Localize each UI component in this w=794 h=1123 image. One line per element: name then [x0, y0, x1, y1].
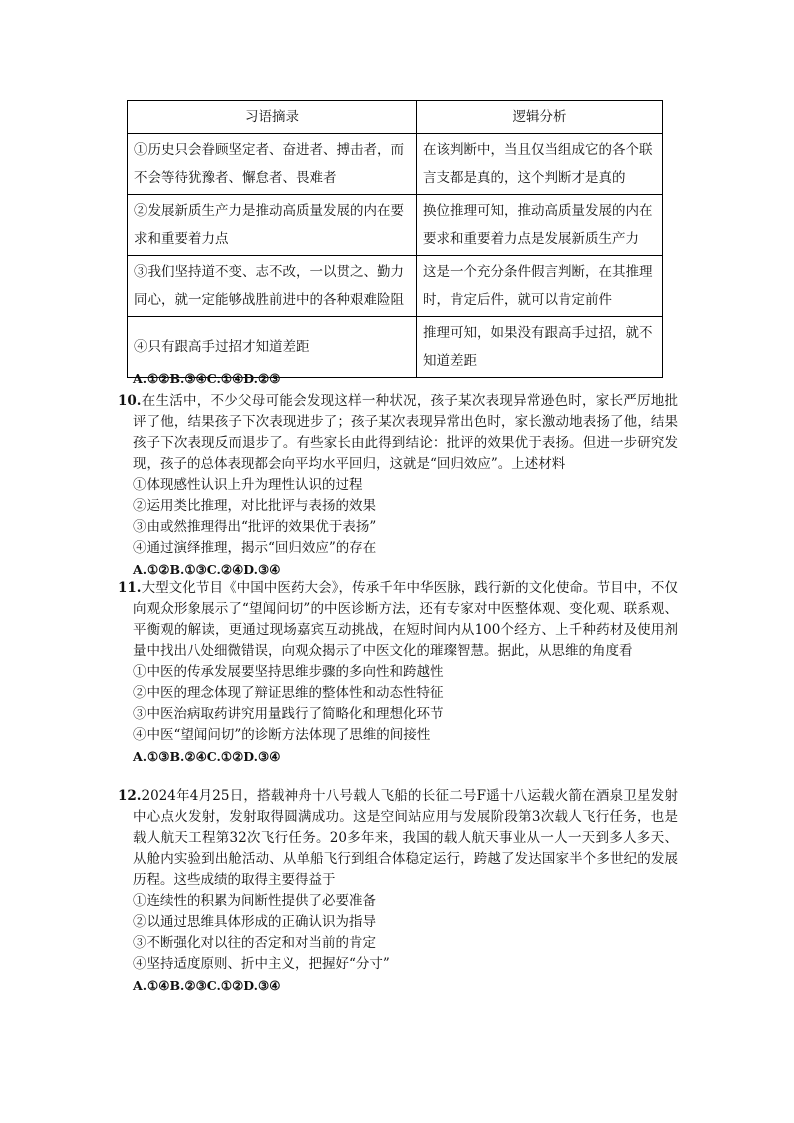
logic-cell: 这是一个充分条件假言判断，在其推理时，肯定后件，就可以肯定前件: [417, 256, 663, 317]
q9-options: A.①②B.③④C.①④D.②③: [133, 371, 281, 386]
question-stem: [118, 786, 678, 891]
table-row: [128, 256, 663, 317]
choice-item: ①中医的传承发展要坚持思维步骤的多向性和跨越性: [133, 664, 444, 680]
idiom-logic-table: [127, 100, 663, 378]
choice-item: ②以通过思维具体形成的正确认识为指导: [133, 914, 376, 930]
table-header-row: [128, 101, 663, 134]
choice-item: ④通过演绎推理，揭示“回归效应”的存在: [133, 540, 377, 556]
answer-options: A.①④B.②③C.①②D.③④: [133, 978, 281, 993]
idiom-cell: ④只有跟高手过招才知道差距: [128, 317, 417, 378]
question-10: [118, 391, 678, 580]
question-text: 在生活中，不少父母可能会发现这样一种状况，孩子某次表现异常逊色时，家长严厉地批评了他，结果孩子下次表现进步了；孩子某次表现异常出色时，家长激动地表扬了他，结果孩子下次表现反而退步了。有些家长由此得到结论：批评的效果优于表扬。但进一步研究发现，孩子的总体表现都会向平均水平回归，这就是“回归效应”。上述材料: [133, 393, 678, 472]
choice-item: ①体现感性认识上升为理性认识的过程: [133, 477, 363, 493]
header-idiom: 习语摘录: [128, 101, 417, 134]
logic-cell: 在该判断中，当且仅当组成它的各个联言支都是真的，这个判断才是真的: [417, 134, 663, 195]
choice-item: ③由或然推理得出“批评的效果优于表扬”: [133, 519, 377, 535]
choice-item: ③不断强化对以往的否定和对当前的肯定: [133, 935, 376, 951]
idiom-cell: ③我们坚持道不变、志不改，一以贯之、勤力同心，就一定能够战胜前进中的各种艰难险阻: [128, 256, 417, 317]
choice-item: ④坚持适度原则、折中主义，把握好“分寸”: [133, 956, 390, 972]
question-number: 10.: [118, 393, 142, 409]
question-11: [118, 578, 678, 767]
idiom-cell: ②发展新质生产力是推动高质量发展的内在要求和重要着力点: [128, 195, 417, 256]
question-number: 11.: [118, 580, 142, 596]
question-text: 2024年4月25日，搭载神舟十八号载人飞船的长征二号F遥十八运载火箭在酒泉卫星发射中心点火发射，发射取得圆满成功。这是空间站应用与发展阶段第3次载人飞行任务，也是载人航天工程第32次飞行任务。20多年来，我国的载人航天事业从一人一天到多人多天、从舱内实验到出舱活动、从单船飞行到组合体稳定运行，跨越了发达国家半个多世纪的发展历程。这些成绩的取得主要得益于: [133, 788, 678, 888]
logic-cell: 换位推理可知，推动高质量发展的内在要求和重要着力点是发展新质生产力: [417, 195, 663, 256]
choice-item: ②中医的理念体现了辩证思维的整体性和动态性特征: [133, 685, 444, 701]
header-logic: 逻辑分析: [417, 101, 663, 134]
question-number: 12.: [118, 788, 142, 804]
question-text: 大型文化节目《中国中医药大会》，传承千年中华医脉，践行新的文化使命。节目中，不仅向观众形象展示了“望闻问切”的中医诊断方法，还有专家对中医整体观、变化观、联系观、平衡观的解读，更通过现场嘉宾互动挑战，在短时间内从100个经方、上千种药材及使用剂量中找出八处细微错误，向观众揭示了中医文化的璀璨智慧。据此，从思维的角度看: [133, 580, 678, 659]
choice-item: ④中医“望闻问切”的诊断方法体现了思维的间接性: [133, 727, 431, 743]
table-row: [128, 134, 663, 195]
logic-cell: 推理可知，如果没有跟高手过招，就不知道差距: [417, 317, 663, 378]
choice-item: ②运用类比推理，对比批评与表扬的效果: [133, 498, 376, 514]
question-stem: [118, 578, 678, 662]
answer-options: A.①②B.①③C.②④D.③④: [133, 562, 281, 577]
idiom-cell: ①历史只会眷顾坚定者、奋进者、搏击者，而不会等待犹豫者、懈怠者、畏难者: [128, 134, 417, 195]
question-12: [118, 786, 678, 996]
table-row: [128, 195, 663, 256]
choice-item: ③中医治病取药讲究用量践行了简略化和理想化环节: [133, 706, 444, 722]
answer-options: A.①③B.②④C.①②D.③④: [133, 749, 281, 764]
table-row: [128, 317, 663, 378]
question-stem: [118, 391, 678, 475]
choice-item: ①连续性的积累为间断性提供了必要准备: [133, 893, 376, 909]
